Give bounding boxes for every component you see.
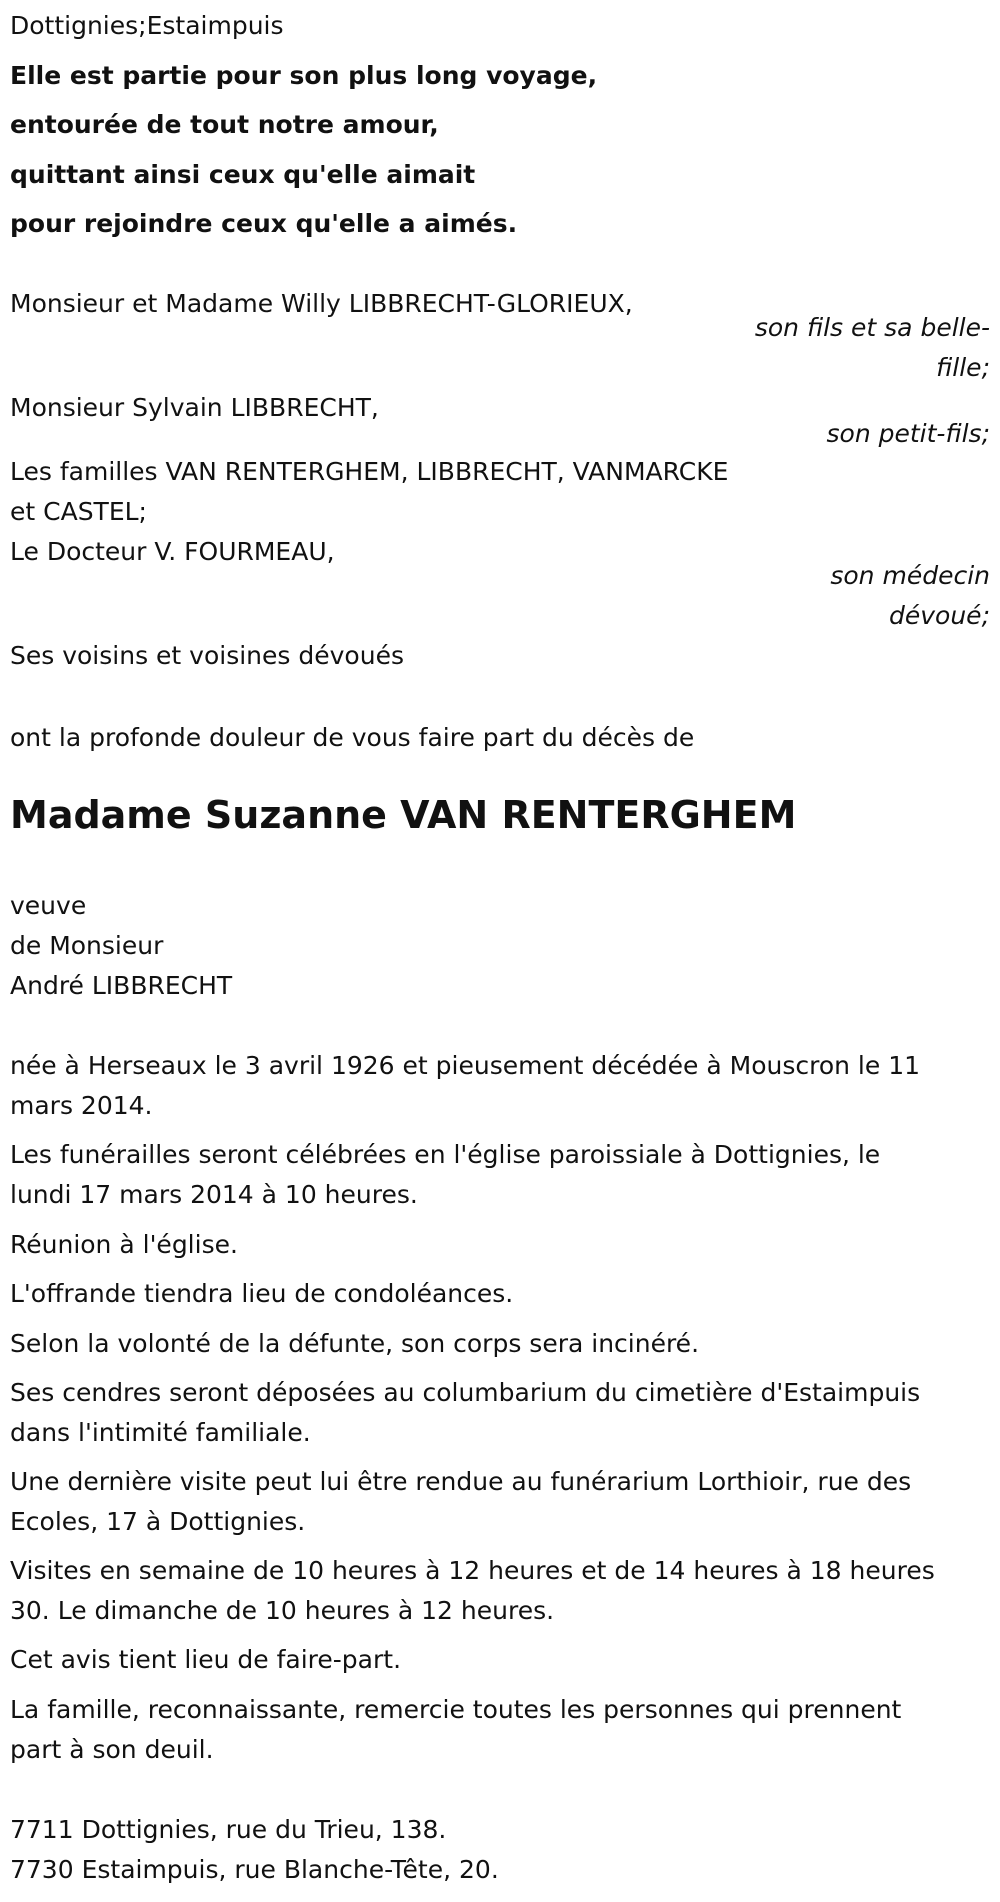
family-member-name: Les familles VAN RENTERGHEM, LIBBRECHT, VANMARCKE bbox=[10, 457, 729, 486]
spouse-line: de Monsieur bbox=[10, 931, 164, 960]
location-header: Dottignies;Estaimpuis bbox=[10, 11, 284, 40]
poem-line: Elle est partie pour son plus long voyage, bbox=[10, 61, 598, 90]
detail-line: dans l'intimité familiale. bbox=[10, 1418, 311, 1447]
poem-line: pour rejoindre ceux qu'elle a aimés. bbox=[10, 209, 518, 238]
detail-line: Une dernière visite peut lui être rendue au funérarium Lorthioir, rue des bbox=[10, 1467, 912, 1496]
poem-line: entourée de tout notre amour, bbox=[10, 110, 439, 139]
spouse-line: veuve bbox=[10, 891, 87, 920]
family-member-name: Monsieur Sylvain LIBBRECHT, bbox=[10, 393, 379, 422]
family-member-name: Le Docteur V. FOURMEAU, bbox=[10, 537, 335, 566]
detail-line: Visites en semaine de 10 heures à 12 heures et de 14 heures à 18 heures bbox=[10, 1556, 935, 1585]
family-member-name: et CASTEL; bbox=[10, 497, 147, 526]
family-member-relation: fille; bbox=[936, 353, 990, 382]
detail-line: Réunion à l'église. bbox=[10, 1230, 238, 1259]
family-member-name: Monsieur et Madame Willy LIBBRECHT-GLORIEUX, bbox=[10, 289, 633, 318]
announcement-text: ont la profonde douleur de vous faire part du décès de bbox=[10, 723, 695, 752]
address-line: 7730 Estaimpuis, rue Blanche-Tête, 20. bbox=[10, 1855, 499, 1884]
family-member-relation: dévoué; bbox=[889, 601, 990, 630]
deceased-name: Madame Suzanne VAN RENTERGHEM bbox=[10, 793, 797, 837]
family-member-name: Ses voisins et voisines dévoués bbox=[10, 641, 404, 670]
spouse-line: André LIBBRECHT bbox=[10, 971, 233, 1000]
detail-line: lundi 17 mars 2014 à 10 heures. bbox=[10, 1180, 418, 1209]
detail-line: Selon la volonté de la défunte, son corps sera incinéré. bbox=[10, 1329, 700, 1358]
poem-line: quittant ainsi ceux qu'elle aimait bbox=[10, 160, 476, 189]
detail-line: 30. Le dimanche de 10 heures à 12 heures. bbox=[10, 1596, 555, 1625]
detail-line: L'offrande tiendra lieu de condoléances. bbox=[10, 1279, 514, 1308]
detail-line: Ses cendres seront déposées au columbarium du cimetière d'Estaimpuis bbox=[10, 1378, 921, 1407]
detail-line: née à Herseaux le 3 avril 1926 et pieusement décédée à Mouscron le 11 bbox=[10, 1051, 921, 1080]
detail-line: La famille, reconnaissante, remercie toutes les personnes qui prennent bbox=[10, 1695, 902, 1724]
detail-line: Les funérailles seront célébrées en l'église paroissiale à Dottignies, le bbox=[10, 1140, 881, 1169]
detail-line: Ecoles, 17 à Dottignies. bbox=[10, 1507, 306, 1536]
address-line: 7711 Dottignies, rue du Trieu, 138. bbox=[10, 1815, 447, 1844]
family-member-relation: son petit-fils; bbox=[826, 419, 990, 448]
family-member-relation: son médecin bbox=[830, 561, 990, 590]
detail-line: mars 2014. bbox=[10, 1091, 153, 1120]
detail-line: part à son deuil. bbox=[10, 1735, 214, 1764]
family-member-relation: son fils et sa belle- bbox=[754, 313, 990, 342]
detail-line: Cet avis tient lieu de faire-part. bbox=[10, 1645, 402, 1674]
